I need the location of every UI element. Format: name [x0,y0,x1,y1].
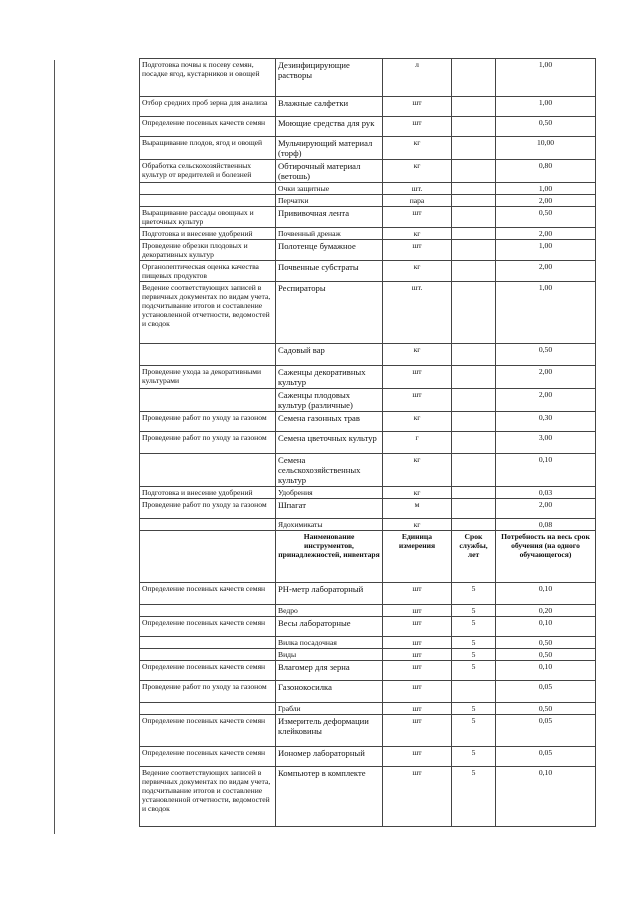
table-row [140,207,596,228]
item-name-cell: Грабли [276,703,383,715]
item-name-cell: Саженцы плодовых культур (различные) [276,389,383,412]
unit-cell: шт [383,207,452,228]
activity-cell: Выращивание рассады овощных и цветочных культур [140,207,276,228]
quantity-cell: 2,00 [496,261,596,282]
quantity-cell: 1,00 [496,97,596,117]
item-name-cell: Перчатки [276,195,383,207]
quantity-cell: 2,00 [496,389,596,412]
item-name-cell: Весы лабораторные [276,617,383,637]
activity-cell: Проведение работ по уходу за газоном [140,499,276,519]
service-life-cell [452,344,496,366]
unit-cell: шт [383,649,452,661]
service-life-cell [452,681,496,703]
service-life-cell: 5 [452,715,496,747]
unit-cell: шт [383,661,452,681]
activity-cell: Проведение ухода за декоративными культурами [140,366,276,389]
table-row [140,519,596,531]
unit-cell: кг [383,487,452,499]
header-empty-cell [140,531,276,583]
tools-header-section [140,531,596,583]
service-life-cell [452,240,496,261]
table-row [140,137,596,160]
item-name-cell: Моющие средства для рук [276,117,383,137]
item-name-cell: Измеритель деформации клейковины [276,715,383,747]
service-life-cell [452,261,496,282]
item-name-cell: Шпагат [276,499,383,519]
table-row [140,605,596,617]
header-unit: Единица измерения [383,531,452,583]
item-name-cell: Дезинфицирующие растворы [276,59,383,97]
table-row [140,117,596,137]
unit-cell: шт [383,605,452,617]
item-name-cell: Компьютер в комплекте [276,767,383,827]
quantity-cell: 0,05 [496,681,596,703]
table-row [140,661,596,681]
service-life-cell [452,137,496,160]
service-life-cell: 5 [452,583,496,605]
service-life-cell [452,59,496,97]
service-life-cell [452,389,496,412]
item-name-cell: Иономер лабораторный [276,747,383,767]
quantity-cell: 10,00 [496,137,596,160]
unit-cell: пара [383,195,452,207]
quantity-cell: 0,50 [496,344,596,366]
table-header-row [140,531,596,583]
activity-cell: Подготовка почвы к посеву семян, посадке ягод, кустарников и овощей [140,59,276,97]
quantity-cell: 2,00 [496,195,596,207]
unit-cell: г [383,432,452,454]
item-name-cell: Очки защитные [276,183,383,195]
service-life-cell [452,412,496,432]
item-name-cell: Мульчирующий материал (торф) [276,137,383,160]
table-row [140,747,596,767]
unit-cell: шт. [383,183,452,195]
item-name-cell: Ядохимикаты [276,519,383,531]
item-name-cell: Семена цветочных культур [276,432,383,454]
quantity-cell: 0,20 [496,605,596,617]
item-name-cell: Газонокосилка [276,681,383,703]
service-life-cell: 5 [452,637,496,649]
unit-cell: шт [383,637,452,649]
quantity-cell: 0,03 [496,487,596,499]
quantity-cell: 0,10 [496,454,596,487]
service-life-cell [452,366,496,389]
unit-cell: шт [383,703,452,715]
service-life-cell [452,160,496,183]
activity-cell [140,637,276,649]
quantity-cell: 2,00 [496,228,596,240]
table-row [140,703,596,715]
activity-cell: Ведение соответствующих записей в первичных документах по видам учета, подсчитывание итогов и составление установленной отчетности, ведомостей и сводок [140,767,276,827]
quantity-cell: 0,50 [496,637,596,649]
quantity-cell: 0,08 [496,519,596,531]
item-name-cell: Семена сельскохозяйственных культур [276,454,383,487]
table-row [140,649,596,661]
service-life-cell: 5 [452,767,496,827]
unit-cell: шт [383,240,452,261]
table-row [140,432,596,454]
activity-cell [140,649,276,661]
unit-cell: шт [383,767,452,827]
item-name-cell: Почвенные субстраты [276,261,383,282]
unit-cell: шт [383,715,452,747]
service-life-cell [452,117,496,137]
activity-cell: Подготовка и внесение удобрений [140,487,276,499]
item-name-cell: PH-метр лабораторный [276,583,383,605]
activity-cell: Проведение обрезки плодовых и декоративных культур [140,240,276,261]
item-name-cell: Семена газонных трав [276,412,383,432]
table-row [140,97,596,117]
header-requirement: Потребность на весь срок обучения (на одного обучающегося) [496,531,596,583]
table-row [140,228,596,240]
table-row [140,583,596,605]
table-row [140,389,596,412]
consumables-section [140,59,596,531]
item-name-cell: Виды [276,649,383,661]
table-row [140,344,596,366]
service-life-cell: 5 [452,617,496,637]
unit-cell: шт [383,117,452,137]
quantity-cell: 0,05 [496,715,596,747]
table-row [140,499,596,519]
quantity-cell: 0,05 [496,747,596,767]
table-row [140,195,596,207]
unit-cell: м [383,499,452,519]
table-row [140,412,596,432]
table-row [140,366,596,389]
item-name-cell: Ведро [276,605,383,617]
quantity-cell: 2,00 [496,366,596,389]
item-name-cell: Садовый вар [276,344,383,366]
service-life-cell: 5 [452,605,496,617]
table-row [140,282,596,344]
table-row [140,183,596,195]
service-life-cell [452,282,496,344]
item-name-cell: Саженцы декоративных культур [276,366,383,389]
unit-cell: шт [383,366,452,389]
activity-cell: Определение посевных качеств семян [140,715,276,747]
unit-cell: кг [383,519,452,531]
unit-cell: шт [383,747,452,767]
unit-cell: кг [383,412,452,432]
activity-cell: Определение посевных качеств семян [140,117,276,137]
table-row [140,160,596,183]
unit-cell: кг [383,344,452,366]
table-row [140,715,596,747]
item-name-cell: Удобрения [276,487,383,499]
tools-section [140,583,596,827]
quantity-cell: 0,10 [496,661,596,681]
quantity-cell: 0,50 [496,207,596,228]
table-row [140,681,596,703]
service-life-cell: 5 [452,649,496,661]
unit-cell: шт [383,389,452,412]
service-life-cell [452,454,496,487]
quantity-cell: 1,00 [496,282,596,344]
item-name-cell: Прививочная лента [276,207,383,228]
activity-cell [140,195,276,207]
unit-cell: шт [383,617,452,637]
quantity-cell: 1,00 [496,59,596,97]
quantity-cell: 0,30 [496,412,596,432]
table-row [140,261,596,282]
quantity-cell: 2,00 [496,499,596,519]
quantity-cell: 0,50 [496,649,596,661]
item-name-cell: Почвенный дренаж [276,228,383,240]
unit-cell: кг [383,228,452,240]
item-name-cell: Вилка посадочная [276,637,383,649]
table-row [140,617,596,637]
service-life-cell [452,487,496,499]
activity-cell: Определение посевных качеств семян [140,747,276,767]
service-life-cell: 5 [452,703,496,715]
activity-cell: Определение посевных качеств семян [140,617,276,637]
unit-cell: л [383,59,452,97]
quantity-cell: 3,00 [496,432,596,454]
item-name-cell: Полотенце бумажное [276,240,383,261]
activity-cell: Ведение соответствующих записей в первичных документах по видам учета, подсчитывание итогов и составление установленной отчетности, ведомостей и сводок [140,282,276,344]
activity-cell [140,605,276,617]
activity-cell: Определение посевных качеств семян [140,661,276,681]
quantity-cell: 1,00 [496,183,596,195]
activity-cell [140,519,276,531]
quantity-cell: 0,80 [496,160,596,183]
service-life-cell: 5 [452,661,496,681]
activity-cell: Обработка сельскохозяйственных культур от вредителей и болезней [140,160,276,183]
unit-cell: кг [383,261,452,282]
requirements-table [139,58,596,827]
table-row [140,637,596,649]
unit-cell: шт [383,97,452,117]
quantity-cell: 0,10 [496,583,596,605]
unit-cell: кг [383,137,452,160]
service-life-cell [452,97,496,117]
table-row [140,487,596,499]
quantity-cell: 0,50 [496,117,596,137]
quantity-cell: 1,00 [496,240,596,261]
activity-cell [140,454,276,487]
unit-cell: шт. [383,282,452,344]
activity-cell [140,389,276,412]
activity-cell: Проведение работ по уходу за газоном [140,432,276,454]
activity-cell [140,183,276,195]
unit-cell: кг [383,454,452,487]
table-row [140,59,596,97]
service-life-cell [452,207,496,228]
unit-cell: шт [383,583,452,605]
quantity-cell: 0,10 [496,767,596,827]
activity-cell: Выращивание плодов, ягод и овощей [140,137,276,160]
table-row [140,454,596,487]
item-name-cell: Влагомер для зерна [276,661,383,681]
table-row [140,240,596,261]
activity-cell [140,703,276,715]
item-name-cell: Обтирочный материал (ветошь) [276,160,383,183]
quantity-cell: 0,50 [496,703,596,715]
header-service-life: Срок службы, лет [452,531,496,583]
activity-cell: Определение посевных качеств семян [140,583,276,605]
header-tools-name: Наименование инструментов, принадлежностей, инвентаря [276,531,383,583]
quantity-cell: 0,10 [496,617,596,637]
unit-cell: шт [383,681,452,703]
item-name-cell: Респираторы [276,282,383,344]
activity-cell: Проведение работ по уходу за газоном [140,681,276,703]
service-life-cell [452,432,496,454]
activity-cell: Органолептическая оценка качества пищевых продуктов [140,261,276,282]
activity-cell: Подготовка и внесение удобрений [140,228,276,240]
service-life-cell [452,519,496,531]
table-row [140,767,596,827]
activity-cell: Проведение работ по уходу за газоном [140,412,276,432]
service-life-cell [452,499,496,519]
activity-cell [140,344,276,366]
service-life-cell [452,195,496,207]
activity-cell: Отбор средних проб зерна для анализа [140,97,276,117]
service-life-cell [452,183,496,195]
unit-cell: кг [383,160,452,183]
item-name-cell: Влажные салфетки [276,97,383,117]
service-life-cell [452,228,496,240]
page-margin-line [54,60,55,834]
service-life-cell: 5 [452,747,496,767]
